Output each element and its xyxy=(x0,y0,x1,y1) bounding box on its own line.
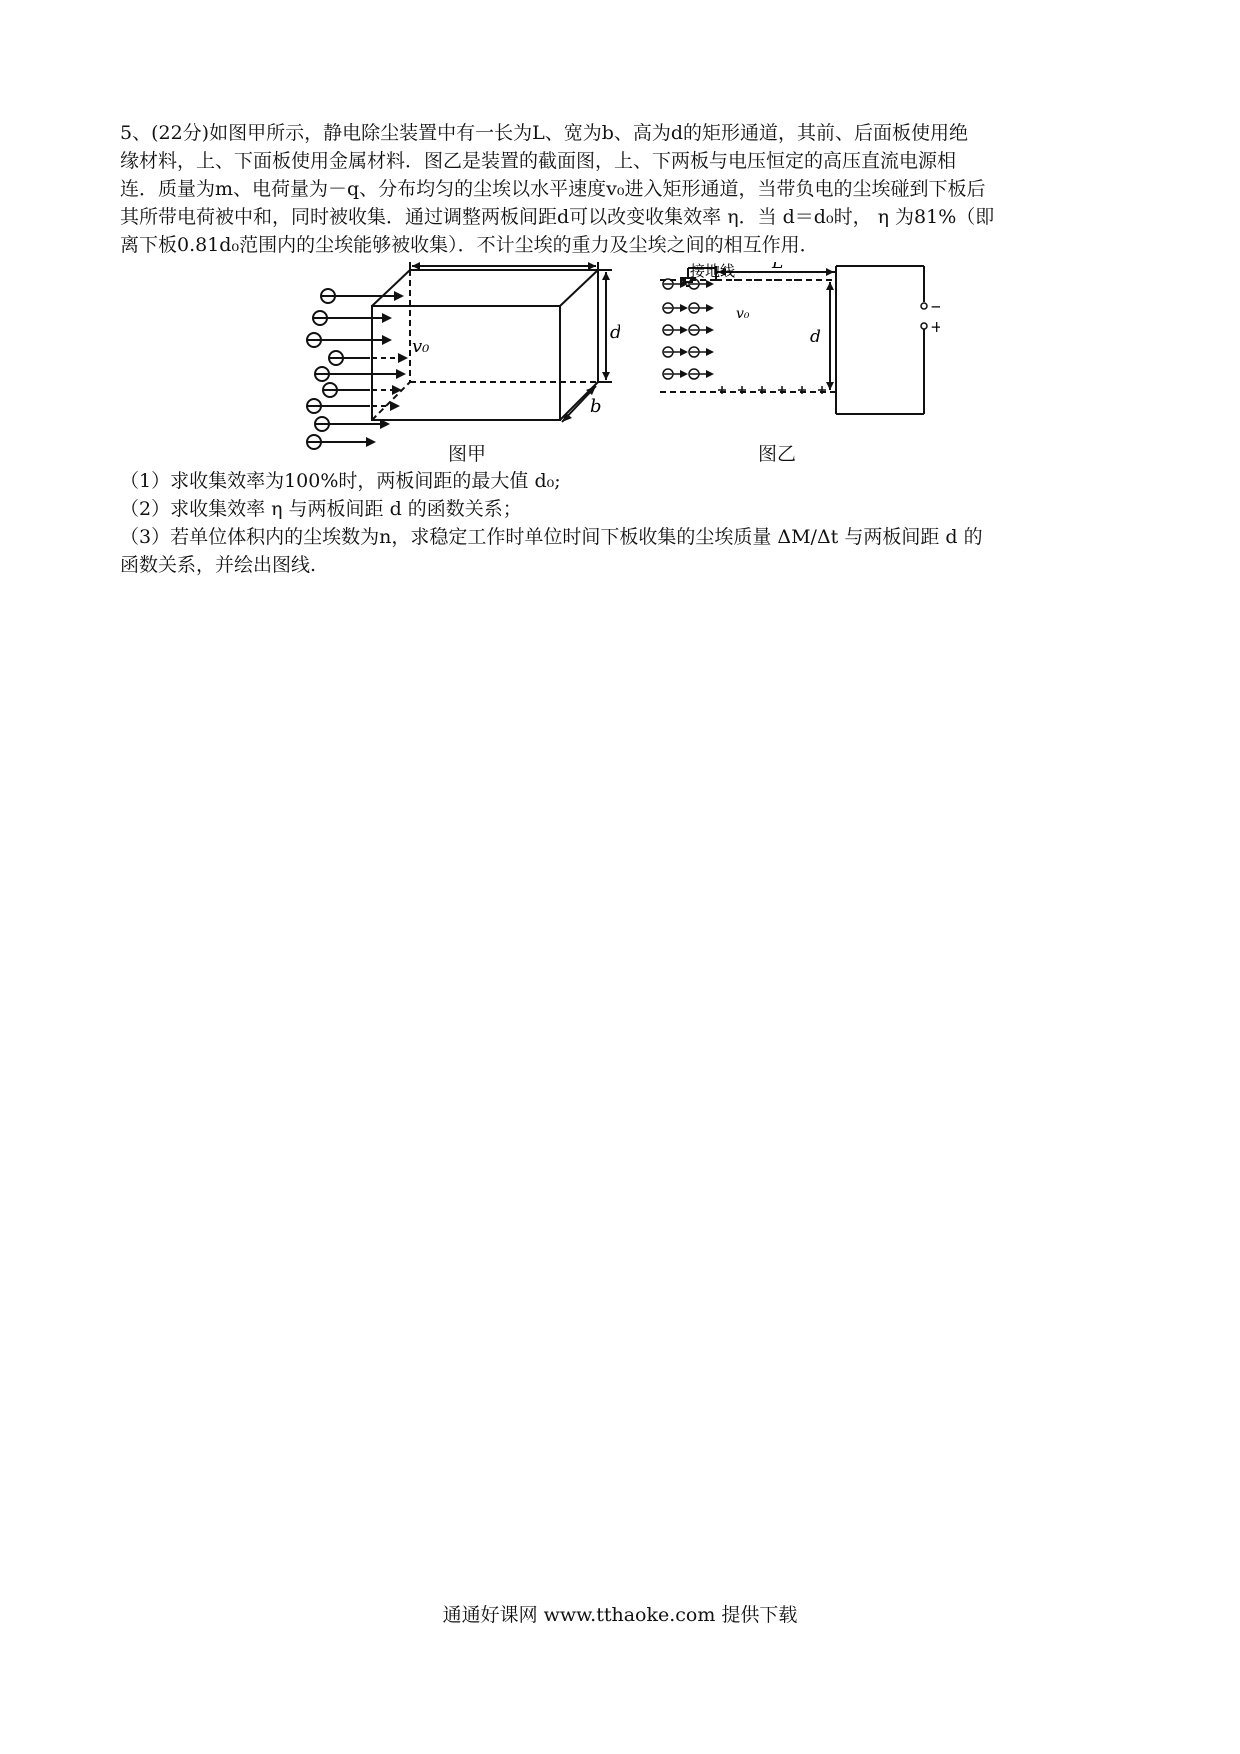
problem-statement xyxy=(120,119,1120,259)
figure-a-label-d xyxy=(610,322,620,343)
figure-b-minus: − xyxy=(930,297,940,316)
problem-line: 其所带电荷被中和，同时被收集．通过调整两板间距d可以改变收集效率 η．当 d＝d₀时， η 为81%（即 xyxy=(120,206,995,228)
figure-b-ground-label: 接地线 xyxy=(690,262,736,280)
figure-b-drawing xyxy=(660,262,940,467)
figure-a xyxy=(300,262,620,467)
figure-a-label-v0: v₀ xyxy=(412,336,430,357)
problem-line: 缘材料，上、下面板使用金属材料．图乙是装置的截面图，上、下两板与电压恒定的高压直流电源相 xyxy=(120,150,957,172)
page-footer: 通通好课网 www.tthaoke.com 提供下载 xyxy=(442,1604,798,1626)
problem-line: 离下板0.81d₀范围内的尘埃能够被收集）．不计尘埃的重力及尘埃之间的相互作用． xyxy=(120,234,819,256)
question-3-continued: 函数关系，并绘出图线. xyxy=(120,554,317,576)
figure-b-particles xyxy=(663,279,710,379)
question-2: （2）求收集效率 η 与两板间距 d 的函数关系； xyxy=(120,498,522,520)
figure-b-plus: + xyxy=(930,317,940,336)
figure-b-label-v0: v₀ xyxy=(736,306,750,322)
question-1: （1）求收集效率为100%时，两板间距的最大值 d₀; xyxy=(120,470,561,492)
problem-line: 连．质量为m、电荷量为－q、分布均匀的尘埃以水平速度v₀进入矩形通道，当带负电的尘埃碰到下板后 xyxy=(120,178,986,200)
figure-b-label-d: d xyxy=(810,327,821,347)
question-3: （3）若单位体积内的尘埃数为n，求稳定工作时单位时间下板收集的尘埃质量 ΔM/Δt 与两板间距 d 的 xyxy=(120,526,983,548)
figure-a-caption: 图甲 xyxy=(448,443,487,465)
figure-a-drawing xyxy=(300,262,620,467)
figure-b-caption: 图乙 xyxy=(758,443,797,465)
figure-a-particles xyxy=(307,289,408,449)
figure-a-label-b: b xyxy=(590,396,602,417)
figure-b-label-L: L xyxy=(772,262,784,273)
problem-line: 5、(22分)如图甲所示，静电除尘装置中有一长为L、宽为b、高为d的矩形通道，其前、后面板使用绝 xyxy=(120,122,969,144)
figure-b xyxy=(660,262,940,467)
